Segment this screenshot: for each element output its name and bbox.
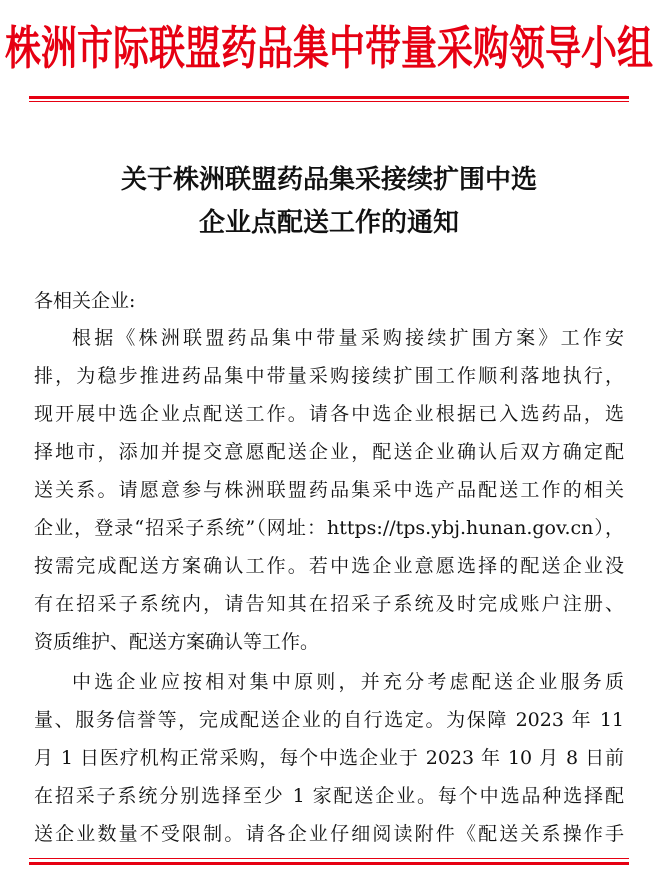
notice-title-line-1: 关于株洲联盟药品集采接续扩围中选 — [120, 165, 537, 195]
paragraph-1-line: 现开展中选企业点配送工作。请各中选企业根据已入选药品，选 — [34, 403, 624, 425]
paragraph-1-line: 资质维护、配送方案确认等工作。 — [34, 631, 320, 653]
paragraph-1-line: 送关系。请愿意参与株洲联盟药品集采中选产品配送工作的相关 — [34, 479, 624, 501]
paragraph-2-line: 中选企业应按相对集中原则，并充分考虑配送企业服务质 — [72, 671, 624, 693]
paragraph-1-line: 排，为稳步推进药品集中带量采购接续扩围工作顺利落地执行， — [34, 365, 624, 387]
header-divider-thin — [29, 101, 629, 102]
paragraph-2-line: 在招采子系统分别选择至少 1 家配送企业。每个中选品种选择配 — [34, 785, 624, 807]
paragraph-1-line: 根据《株洲联盟药品集中带量采购接续扩围方案》工作安 — [72, 327, 624, 349]
footer-divider-thin — [29, 858, 629, 859]
salutation: 各相关企业: — [34, 290, 136, 312]
paragraph-1-line: 企业，登录“招采子系统”（网址：https://tps.ybj.hunan.gov.cn）， — [34, 517, 624, 539]
paragraph-2-line: 量、服务信誉等，完成配送企业的自行选定。为保障 2023 年 11 — [34, 709, 624, 731]
paragraph-2-line: 送企业数量不受限制。请各企业仔细阅读附件《配送关系操作手 — [34, 823, 624, 845]
header-divider-thick — [29, 96, 629, 99]
paragraph-2-line: 月 1 日医疗机构正常采购，每个中选企业于 2023 年 10 月 8 日前 — [34, 747, 624, 769]
notice-title-line-2: 企业点配送工作的通知 — [198, 208, 459, 238]
paragraph-1-line: 按需完成配送方案确认工作。若中选企业意愿选择的配送企业没 — [34, 555, 624, 577]
paragraph-1-line: 择地市，添加并提交意愿配送企业，配送企业确认后双方确定配 — [34, 441, 624, 463]
paragraph-1-line: 有在招采子系统内，请告知其在招采子系统及时完成账户注册、 — [34, 593, 624, 615]
footer-divider-thick — [29, 862, 629, 865]
header-title: 株洲市际联盟药品集中带量采购领导小组 — [4, 21, 653, 76]
